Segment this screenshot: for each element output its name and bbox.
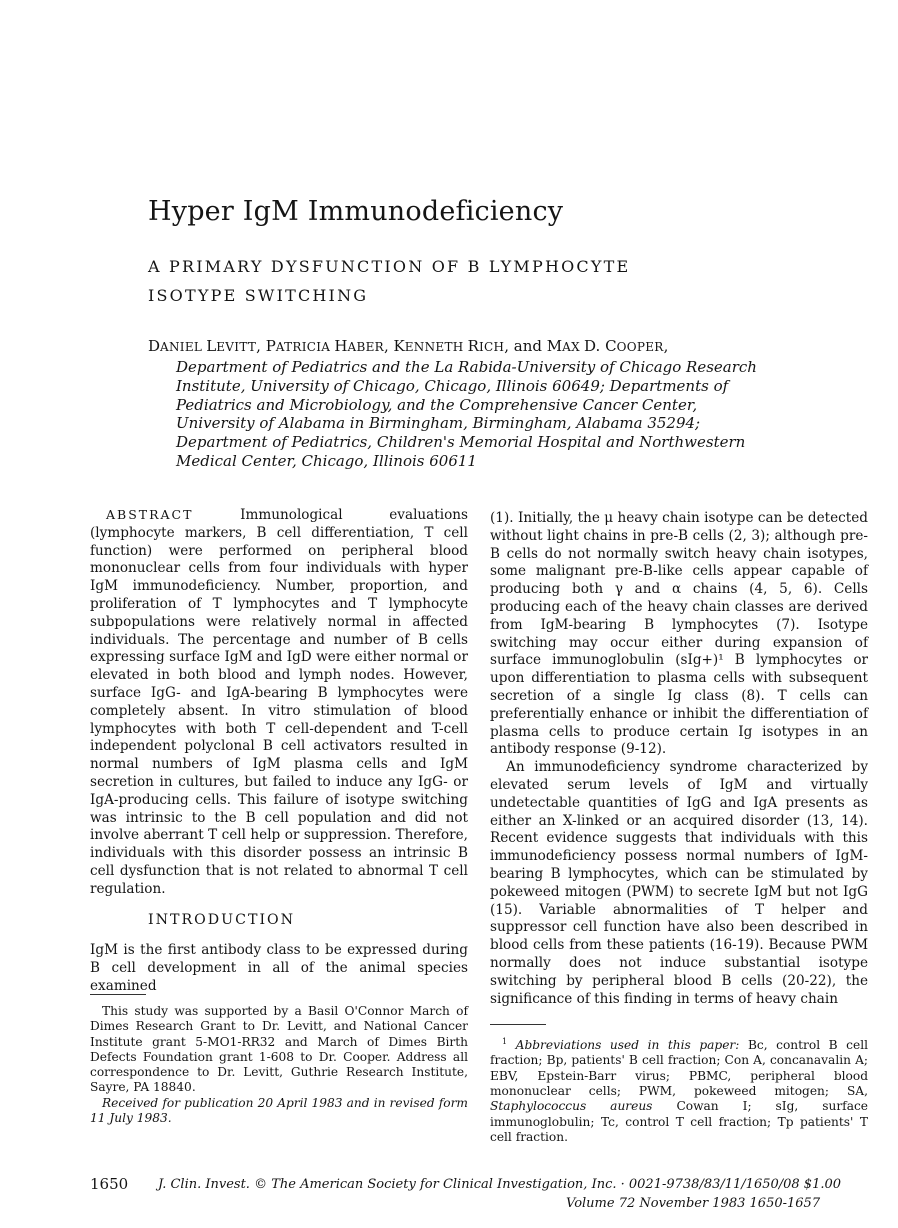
footnote-rule bbox=[490, 1024, 546, 1025]
volume-line: Volume 72 November 1983 1650-1657 bbox=[566, 1196, 821, 1211]
article-title: Hyper IgM Immunodeficiency bbox=[148, 196, 564, 227]
affiliation-line: Medical Center, Chicago, Illinois 60611 bbox=[176, 451, 477, 470]
footnote-support-text: This study was supported by a Basil O'Connor March of Dimes Research Grant to Dr. Levitt, and National Cancer Institute grant 5-MO1-RR32 and March of Dimes Birth Defects Foundation grant 1-608 to Dr. Cooper. Address all correspondence to Dr. Levitt, Guthrie Research Institute, Sayre, PA 18840. bbox=[90, 1004, 468, 1095]
author: PATRICIA HABER, bbox=[265, 337, 394, 355]
affiliation-line: Department of Pediatrics and the La Rabida-University of Chicago Research bbox=[176, 358, 757, 376]
introduction-left-column bbox=[90, 942, 468, 995]
footnote-received-text: Received for publication 20 April 1983 and in revised form 11 July 1983. bbox=[90, 1095, 468, 1126]
introduction-heading: INTRODUCTION bbox=[148, 912, 296, 928]
author: KENNETH RICH, and bbox=[393, 337, 547, 355]
journal-citation-line: J. Clin. Invest. © The American Society for Clinical Investigation, Inc. · 0021-9738/83/11/1650/08 $1.00 bbox=[158, 1177, 842, 1192]
affiliation-line: Institute, University of Chicago, Chicago, Illinois 60649; Departments of bbox=[176, 376, 729, 395]
abbreviations-heading: Abbreviations used in this paper: bbox=[515, 1038, 740, 1053]
affiliation-line: Department of Pediatrics, Children's Memorial Hospital and Northwestern bbox=[176, 433, 746, 452]
author: MAX D. COOPER, bbox=[546, 337, 669, 355]
affiliation-line: Pediatrics and Microbiology, and the Comprehensive Cancer Center, bbox=[176, 395, 698, 414]
introduction-right-column bbox=[490, 510, 868, 1008]
author-list bbox=[148, 337, 668, 355]
page-number: 1650 bbox=[90, 1175, 129, 1193]
article-subtitle-line-1: A PRIMARY DYSFUNCTION OF B LYMPHOCYTE bbox=[148, 257, 631, 276]
abstract-heading: ABSTRACT bbox=[106, 507, 194, 522]
article-subtitle-line-2: ISOTYPE SWITCHING bbox=[148, 286, 369, 305]
footnote-abbreviations: $^1$ Abbreviations used in this paper: Bc, control B cell fraction; Bp, patients' B cell fraction; Con A, concanavalin A; EBV, Epstein-Barr virus; PBMC, peripheral blood mononuclear cells; PWM, pokeweed mitogen; SA, Staphylococcus aureus Cowan I; sIg, surface immunoglobulin; Tc, control T cell fraction; Tp patients' T cell fraction. bbox=[490, 1037, 869, 1144]
introduction-paragraph: IgM is the first antibody class to be expressed during B cell development in all of the animal species examined bbox=[90, 942, 468, 994]
author: DANIEL LEVITT, bbox=[148, 337, 266, 355]
footnote-rule bbox=[90, 994, 146, 995]
abstract-section bbox=[90, 506, 468, 899]
affiliations bbox=[176, 358, 816, 471]
affiliation-line: University of Alabama in Birmingham, Birmingham, Alabama 35294; bbox=[176, 414, 701, 433]
abstract-text: Immunological evaluations (lymphocyte markers, B cell differentiation, T cell function) were performed on peripheral blood mononuclear cells from four individuals with hyper IgM immunodeficiency. Number, proportion, and proliferation of T lymphocytes and T lymphocyte subpopulations were relatively normal in affected individuals. The percentage and number of B cells expressing surface IgM and IgD were either normal or elevated in both blood and lymph nodes. However, surface IgG- and IgA-bearing B lymphocytes were completely absent. In vitro stimulation of blood lymphocytes with both T cell-dependent and T-cell independent polyclonal B cell activators resulted in normal numbers of IgM plasma cells and IgM secretion in cultures, but failed to induce any IgG- or IgA-producing cells. This failure of isotype switching was intrinsic to the B cell population and did not involve aberrant T cell help or suppression. Therefore, individuals with this disorder possess an intrinsic B cell dysfunction that is not related to abnormal T cell regulation. bbox=[90, 507, 468, 897]
footnote-funding bbox=[90, 1004, 468, 1126]
body-paragraph: (1). Initially, the μ heavy chain isotype can be detected without light chains in pre-B cells (2, 3); although pre-B cells do not normally switch heavy chain isotypes, some malignant pre-B-like cells appear capable of producing both γ and α chains (4, 5, 6). Cells producing each of the heavy chain classes are derived from IgM-bearing B lymphocytes (7). Isotype switching may occur either during expansion of surface immunoglobulin (sIg+)¹ B lymphocytes or upon differentiation to plasma cells with subsequent secretion of a single Ig class (8). T cells can preferentially enhance or inhibit the differentiation of plasma cells to produce certain Ig isotypes in an antibody response (9-12). bbox=[490, 510, 868, 758]
body-paragraph: An immunodeficiency syndrome characterized by elevated serum levels of IgM and virtually undetectable quantities of IgG and IgA presents as either an X-linked or an acquired disorder (13, 14). Recent evidence suggests that individuals with this immunodeficiency possess normal numbers of IgM-bearing B lymphocytes, which can be stimulated by pokeweed mitogen (PWM) to secrete IgM but not IgG (15). Variable abnormalities of T helper and suppressor cell function have also been described in blood cells from these patients (16-19). Because PWM normally does not induce substantial isotype switching by peripheral blood B cells (20-22), the significance of this finding in terms of heavy chain bbox=[490, 759, 868, 1007]
